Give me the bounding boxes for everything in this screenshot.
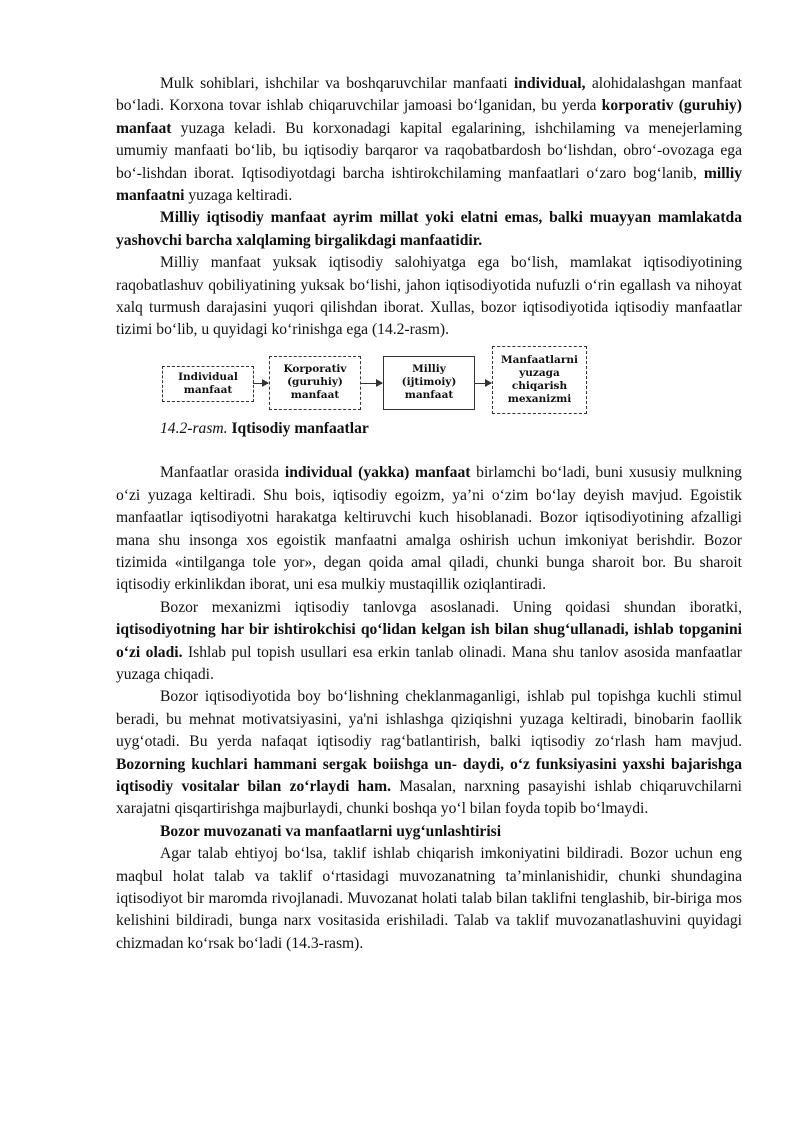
text-run: Milliy manfaat yuksak iqtisodiy salohiyatga ega bo‘lish, mamlakat iqtisodiyotining raqobatlashuv qobiliyatining yuksak bo‘lishi, jahon iqtisodiyotida nufuzli o‘rin egallash va nihoyat xalq turmush darajasini yuqori qilishdan iborat. Xullas, bozor iqtisodiyotida iqtisodiy manfaatlar tizimi bo‘lib, u quyidagi ko‘rinishga ega (14.2-rasm). bbox=[116, 254, 742, 339]
text-run: yuzaga keladi. Bu korxonadagi kapital egalarining, ishchilaming va menejerlaming umumiy manfaati bo‘lib, bu iqtisodiy barqaror va raqobatbardosh bo‘lishdan, obro‘-ovozaga ega bo‘-lishdan iborat. Iqtisodiyotdagi barcha ishtirokchilaming manfaatlari o‘zaro bog‘lanib, bbox=[116, 119, 742, 182]
caption-title: Iqtisodiy manfaatlar bbox=[231, 419, 369, 437]
bold-text-run: milliy manfaatni bbox=[116, 164, 742, 205]
text-run: Ishlab pul topish usullari esa erkin tanlab olinadi. Mana shu tanlov asosida manfaatlar yuzaga chiqadi. bbox=[116, 643, 742, 683]
box-mechanism bbox=[492, 346, 587, 414]
bold-text-run: korporativ (guruhiy) manfaat bbox=[116, 97, 742, 137]
paragraph-8 bbox=[116, 843, 742, 955]
arrow-1 bbox=[253, 383, 268, 384]
text-run: Mulk sohiblari, ishchilar va boshqaruvchilar manfaati bbox=[160, 75, 514, 92]
text-run: Manfaatlar orasida bbox=[160, 464, 285, 482]
text-run: Bozor mexanizmi iqtisodiy tanlovga asoslanadi. Uning qoidasi shundan iboratki, bbox=[160, 598, 742, 616]
paragraph-4 bbox=[116, 462, 742, 596]
text-run: yuzaga keltiradi. bbox=[184, 187, 293, 205]
arrow-3 bbox=[474, 383, 491, 384]
box-national bbox=[383, 356, 475, 410]
caption-label: 14.2-rasm. bbox=[160, 419, 228, 437]
arrow-2 bbox=[360, 383, 382, 384]
box-label-line: Korporativ bbox=[283, 363, 347, 376]
bold-text-run: Bozor muvozanati va manfaatlarni uyg‘unlashtirisi bbox=[160, 822, 502, 840]
box-corporate bbox=[269, 356, 361, 410]
document-page bbox=[116, 73, 742, 955]
text-run: birlamchi bo‘ladi, buni xususiy mulkning o‘zi yuzaga keltiradi. Shu bois, iqtisodiy egoizm, ya’ni o‘zim bo‘lay deyish mavjud. Egoistik manfaatlar iqtisodiyotni harakatga keltiruvchi kuch hisoblanadi. Bozor iqtisodiyotining afzalligi mana shu insonga xos egoistik manfaatni amalga oshirish uchun imkoniyat berishdir. Bozor tizimida «intilganga tole yor», degan qoida amal qiladi, chunki bunga sharoit bor. Bu sharoit iqtisodiy erkinlikdan iborat, uni esa mulkiy mustaqillik oziqlantiradi. bbox=[116, 464, 742, 594]
box-label-line: manfaat bbox=[404, 389, 454, 402]
paragraph-2 bbox=[116, 207, 742, 252]
box-label-line: (ijtimoiy) bbox=[401, 376, 457, 389]
box-label-line: mexanizmi bbox=[507, 392, 572, 405]
bold-text-run: individual, bbox=[513, 75, 586, 92]
bold-text-run: iqtisodiyotning har bir ishtirokchisi qo‘lidan kelgan ish bilan shug‘ullanadi, ishlab topganini o‘zi oladi. bbox=[116, 621, 742, 661]
interests-diagram bbox=[116, 344, 742, 414]
box-label-line: manfaat bbox=[183, 383, 233, 396]
paragraph-6 bbox=[116, 686, 742, 820]
box-label-line: Individual bbox=[178, 370, 238, 383]
box-label-line: Manfaatlarni bbox=[501, 353, 578, 366]
bold-text-run: Milliy iqtisodiy manfaat ayrim millat yoki elatni emas, balki muayyan mamlakatda yashovchi barcha xalqlaming birgalikdagi manfaatidir. bbox=[116, 209, 742, 249]
box-individual bbox=[162, 366, 254, 402]
text-run: alohidalashgan manfaat bo‘ladi. Korxona tovar ishlab chiqaruvchilar jamoasi bo‘lganidan, bu yerda bbox=[116, 75, 742, 115]
box-label-line: (guruhiy) bbox=[287, 376, 343, 389]
bold-text-run: Bozorning kuchlari hammani sergak boiishga un- daydi, o‘z funksiyasini yaxshi bajarishga iqtisodiy vositalar bilan zo‘rlaydi ham. bbox=[116, 755, 742, 795]
paragraph-1 bbox=[116, 73, 742, 207]
box-label-line: Milliy bbox=[412, 363, 446, 376]
text-run: Agar talab ehtiyoj bo‘lsa, taklif ishlab chiqarish imkoniyatini bildiradi. Bozor uchun eng maqbul holat talab va taklif o‘rtasidagi muvozanatning ta’minlanishidir, chunki shundagina iqtisodiyot bir maromda rivojlanadi. Muvozanat holati talab bilan taklifni tenglashib, bir-biriga mos kelishini bildiradi, bunga narx vositasida erishiladi. Talab va taklif muvozanatlashuvini quyidagi chizmadan ko‘rsak bo‘ladi (14.3-rasm). bbox=[116, 845, 742, 952]
box-label-line: chiqarish bbox=[511, 379, 568, 392]
paragraph-5 bbox=[116, 597, 742, 687]
text-run: Masalan, narxning pasayishi ishlab chiqaruvchilarni xarajatni qisqartirishga majburlaydi, chunki boshqa yo‘l bilan foyda topib bo‘lmaydi. bbox=[116, 777, 742, 818]
bold-text-run: individual (yakka) manfaat bbox=[284, 464, 471, 482]
box-label-line: yuzaga bbox=[519, 366, 560, 379]
paragraph-3 bbox=[116, 252, 742, 342]
section-heading bbox=[116, 821, 742, 843]
text-run: Bozor iqtisodiyotida boy bo‘lishning cheklanmaganligi, ishlab pul topishga kuchli stimul beradi, bu mehnat motivatsiyasini, ya'ni ishlashga qiziqishni yuzaga keltiradi, binobarin faollik uyg‘otadi. Bu yerda nafaqat iqtisodiy rag‘batlantirish, balki iqtisodiy zo‘rlash ham mavjud. bbox=[116, 688, 742, 751]
figure-caption bbox=[116, 418, 742, 440]
box-label-line: manfaat bbox=[290, 389, 340, 402]
